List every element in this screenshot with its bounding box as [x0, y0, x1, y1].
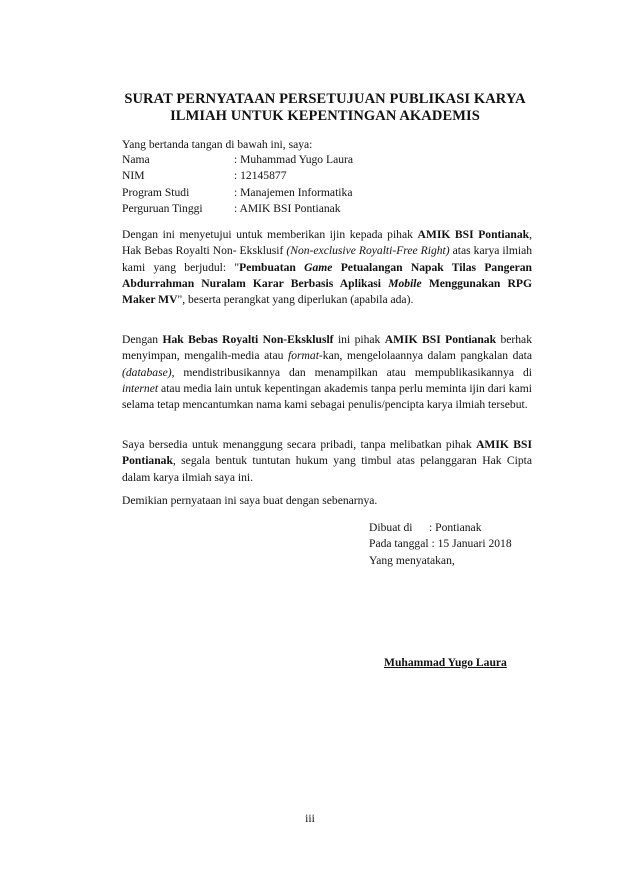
italic-term: internet — [122, 381, 159, 395]
work-title-part: Pembuatan — [239, 260, 305, 274]
text-run: ini pihak — [333, 333, 385, 346]
identity-value: : Manajemen Informatika — [234, 185, 353, 199]
signature-date: Pada tanggal : 15 Januari 2018 — [369, 537, 512, 551]
text-run: Saya bersedia untuk menanggung secara pribadi, tanpa melibatkan pihak — [122, 438, 477, 451]
liability-paragraph — [122, 437, 532, 486]
identity-label: NIM — [122, 169, 145, 183]
text-run: , segala bentuk tuntutan hukum yang timbul atas pelanggaran Hak Cipta dalam karya ilmiah saya ini. — [122, 454, 532, 484]
work-title-italic-part — [304, 261, 332, 274]
work-title-part: Menggunakan RPG Maker MV — [122, 276, 532, 307]
identity-table — [122, 152, 353, 217]
intro-text: Yang bertanda tangan di bawah ini, saya: — [122, 138, 313, 151]
identity-row-name — [122, 152, 353, 168]
place-label: Dibuat di — [369, 521, 413, 534]
signature-block — [369, 520, 512, 569]
consent-paragraph — [122, 227, 532, 308]
institution-name: AMIK BSI Pontianak — [417, 228, 530, 241]
document-title-line-1: SURAT PERNYATAAN PERSETUJUAN PUBLIKASI KARYA — [124, 91, 526, 107]
document-title-line-2: ILMIAH UNTUK KEPENTINGAN AKADEMIS — [170, 108, 480, 124]
text-run: , mendistribusikannya dan menampilkan atau mempublikasikannya di — [171, 365, 532, 379]
italic-term: (database) — [122, 365, 172, 379]
identity-value: : AMIK BSI Pontianak — [234, 201, 341, 215]
signature-closing: Yang menyatakan, — [369, 553, 455, 567]
page-number: iii — [305, 812, 315, 825]
identity-row-nim — [122, 168, 353, 184]
italic-term: (Non-exclusive Royalti-Free Right) — [286, 244, 450, 258]
text-run: ", beserta perangkat yang diperlukan (apabila ada). — [177, 293, 414, 307]
text-run: Dengan — [122, 333, 163, 346]
text-run: -kan, mengelolaannya dalam pangkalan data — [318, 349, 532, 363]
work-title-italic-part — [388, 277, 422, 290]
identity-row-program — [122, 185, 353, 201]
italic-term: format — [288, 349, 319, 363]
identity-label: Nama — [122, 153, 150, 166]
text-run: Dengan ini menyetujui untuk memberikan ijin kepada pihak — [122, 228, 418, 241]
text-run: atas karya ilmiah kami yang berjudul: " — [122, 244, 533, 274]
institution-name: AMIK BSI Pontianak — [122, 438, 532, 468]
institution-name: AMIK BSI Pontianak — [384, 333, 497, 346]
identity-label: Perguruan Tinggi — [122, 201, 203, 215]
text-run: , Hak Bebas Royalti Non- Eksklusif — [122, 228, 533, 258]
work-title-part: Petualangan Napak Tilas Pangeran Abdurrahman Nuralam Karar Berbasis Aplikasi — [122, 260, 532, 290]
rights-paragraph — [122, 332, 532, 413]
place-value: : Pontianak — [429, 521, 482, 534]
identity-value: : Muhammad Yugo Laura — [234, 153, 354, 166]
identity-row-university — [122, 201, 353, 217]
rights-term: Hak Bebas Royalti Non-Ekskluslf — [162, 333, 334, 346]
signature-place-row — [369, 520, 512, 536]
work-title-italic: Game — [304, 260, 333, 274]
text-run: berhak menyimpan, mengalih-media atau — [122, 333, 532, 363]
signer-name: Muhammad Yugo Laura — [384, 656, 507, 669]
text-run: atau media lain untuk kepentingan akademis tanpa perlu meminta ijin dari kami selama tetap mencantumkan nama kami sebagai penulis/pencipta karya ilmiah tersebut. — [122, 381, 532, 412]
closing-paragraph: Demikian pernyataan ini saya buat dengan sebenarnya. — [122, 494, 378, 507]
identity-value: : 12145877 — [234, 169, 287, 183]
identity-label: Program Studi — [122, 185, 190, 199]
work-title-italic: Mobile — [388, 276, 422, 290]
